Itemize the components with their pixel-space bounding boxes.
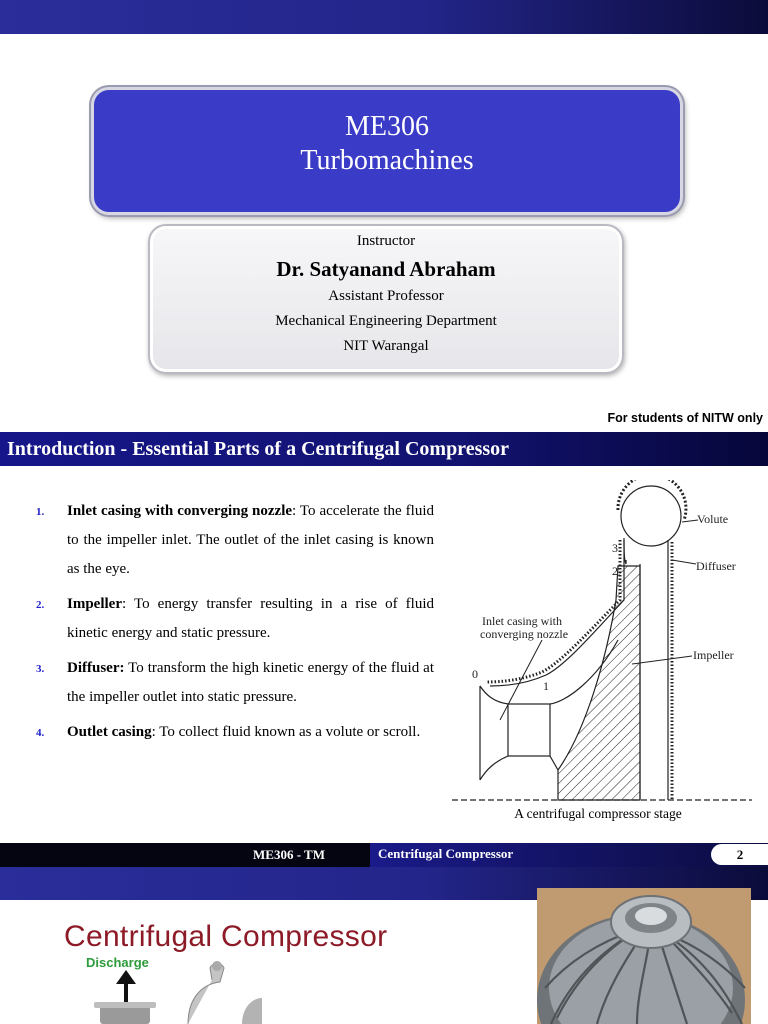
- label-impeller: Impeller: [693, 648, 734, 662]
- label-diffuser: Diffuser: [696, 559, 736, 573]
- list-item: [36, 654, 434, 712]
- instructor-role: Instructor: [356, 233, 416, 249]
- compressor-stage-diagram: [446, 480, 762, 810]
- list-number: 1.: [36, 506, 45, 518]
- list-text: : To accelerate the fluid to the impeller inlet. The outlet of the inlet casing is known as the eye.: [67, 503, 434, 577]
- instructor-name: Dr. Satyanand Abraham: [276, 257, 496, 281]
- instructor-department: Mechanical Engineering Department: [275, 313, 497, 329]
- label-station-2: 2: [612, 564, 618, 578]
- list-text: : To energy transfer resulting in a rise of fluid kinetic energy and static pressure.: [67, 596, 434, 641]
- instructor-position: Assistant Professor: [328, 288, 444, 304]
- list-number: 2.: [36, 599, 45, 611]
- impeller-icon: [537, 888, 751, 1024]
- list-term: Inlet casing with converging nozzle: [67, 503, 293, 519]
- slide3-title: Centrifugal Compressor: [64, 920, 388, 953]
- slide2-title-band: [0, 432, 768, 466]
- footer-course-code: ME306 - TM: [253, 847, 325, 862]
- list-text: : To collect fluid known as a volute or scroll.: [151, 724, 421, 740]
- impeller-photo: [537, 888, 751, 1024]
- label-station-0: 0: [472, 667, 478, 681]
- list-item: [36, 590, 434, 648]
- label-inlet-line1: Inlet casing with: [482, 614, 562, 628]
- list-term: Outlet casing: [67, 724, 152, 740]
- slide2-footer: [0, 843, 768, 867]
- footer-topic: Centrifugal Compressor: [378, 846, 514, 861]
- instructor-box: [148, 224, 624, 374]
- students-note: For students of NITW only: [607, 411, 763, 425]
- page-number: 2: [711, 844, 768, 865]
- label-station-3: 3: [612, 541, 618, 555]
- compressor-illustration: [92, 958, 282, 1024]
- list-number: 3.: [36, 663, 45, 675]
- slide1-top-band: [0, 0, 768, 34]
- list-term: Diffuser:: [67, 660, 125, 676]
- list-number: 4.: [36, 727, 45, 739]
- label-volute: Volute: [697, 512, 729, 526]
- label-station-1: 1: [543, 679, 549, 693]
- discharge-label: Discharge: [86, 955, 149, 970]
- course-code: ME306: [345, 111, 429, 142]
- discharge-arrow-icon: [116, 970, 136, 1002]
- course-title-box: [91, 87, 683, 215]
- slide2-title: Introduction - Essential Parts of a Centrifugal Compressor: [7, 438, 510, 460]
- label-inlet-line2: converging nozzle: [480, 627, 569, 641]
- figure-caption: A centrifugal compressor stage: [514, 806, 682, 821]
- list-text: To transform the high kinetic energy of the fluid at the impeller outlet into static pressure.: [67, 660, 434, 705]
- list-item: [36, 718, 434, 749]
- list-item: [36, 497, 434, 584]
- instructor-institute: NIT Warangal: [343, 338, 429, 354]
- list-term: Impeller: [67, 596, 122, 612]
- parts-list: [36, 497, 434, 755]
- course-title: Turbomachines: [300, 145, 474, 176]
